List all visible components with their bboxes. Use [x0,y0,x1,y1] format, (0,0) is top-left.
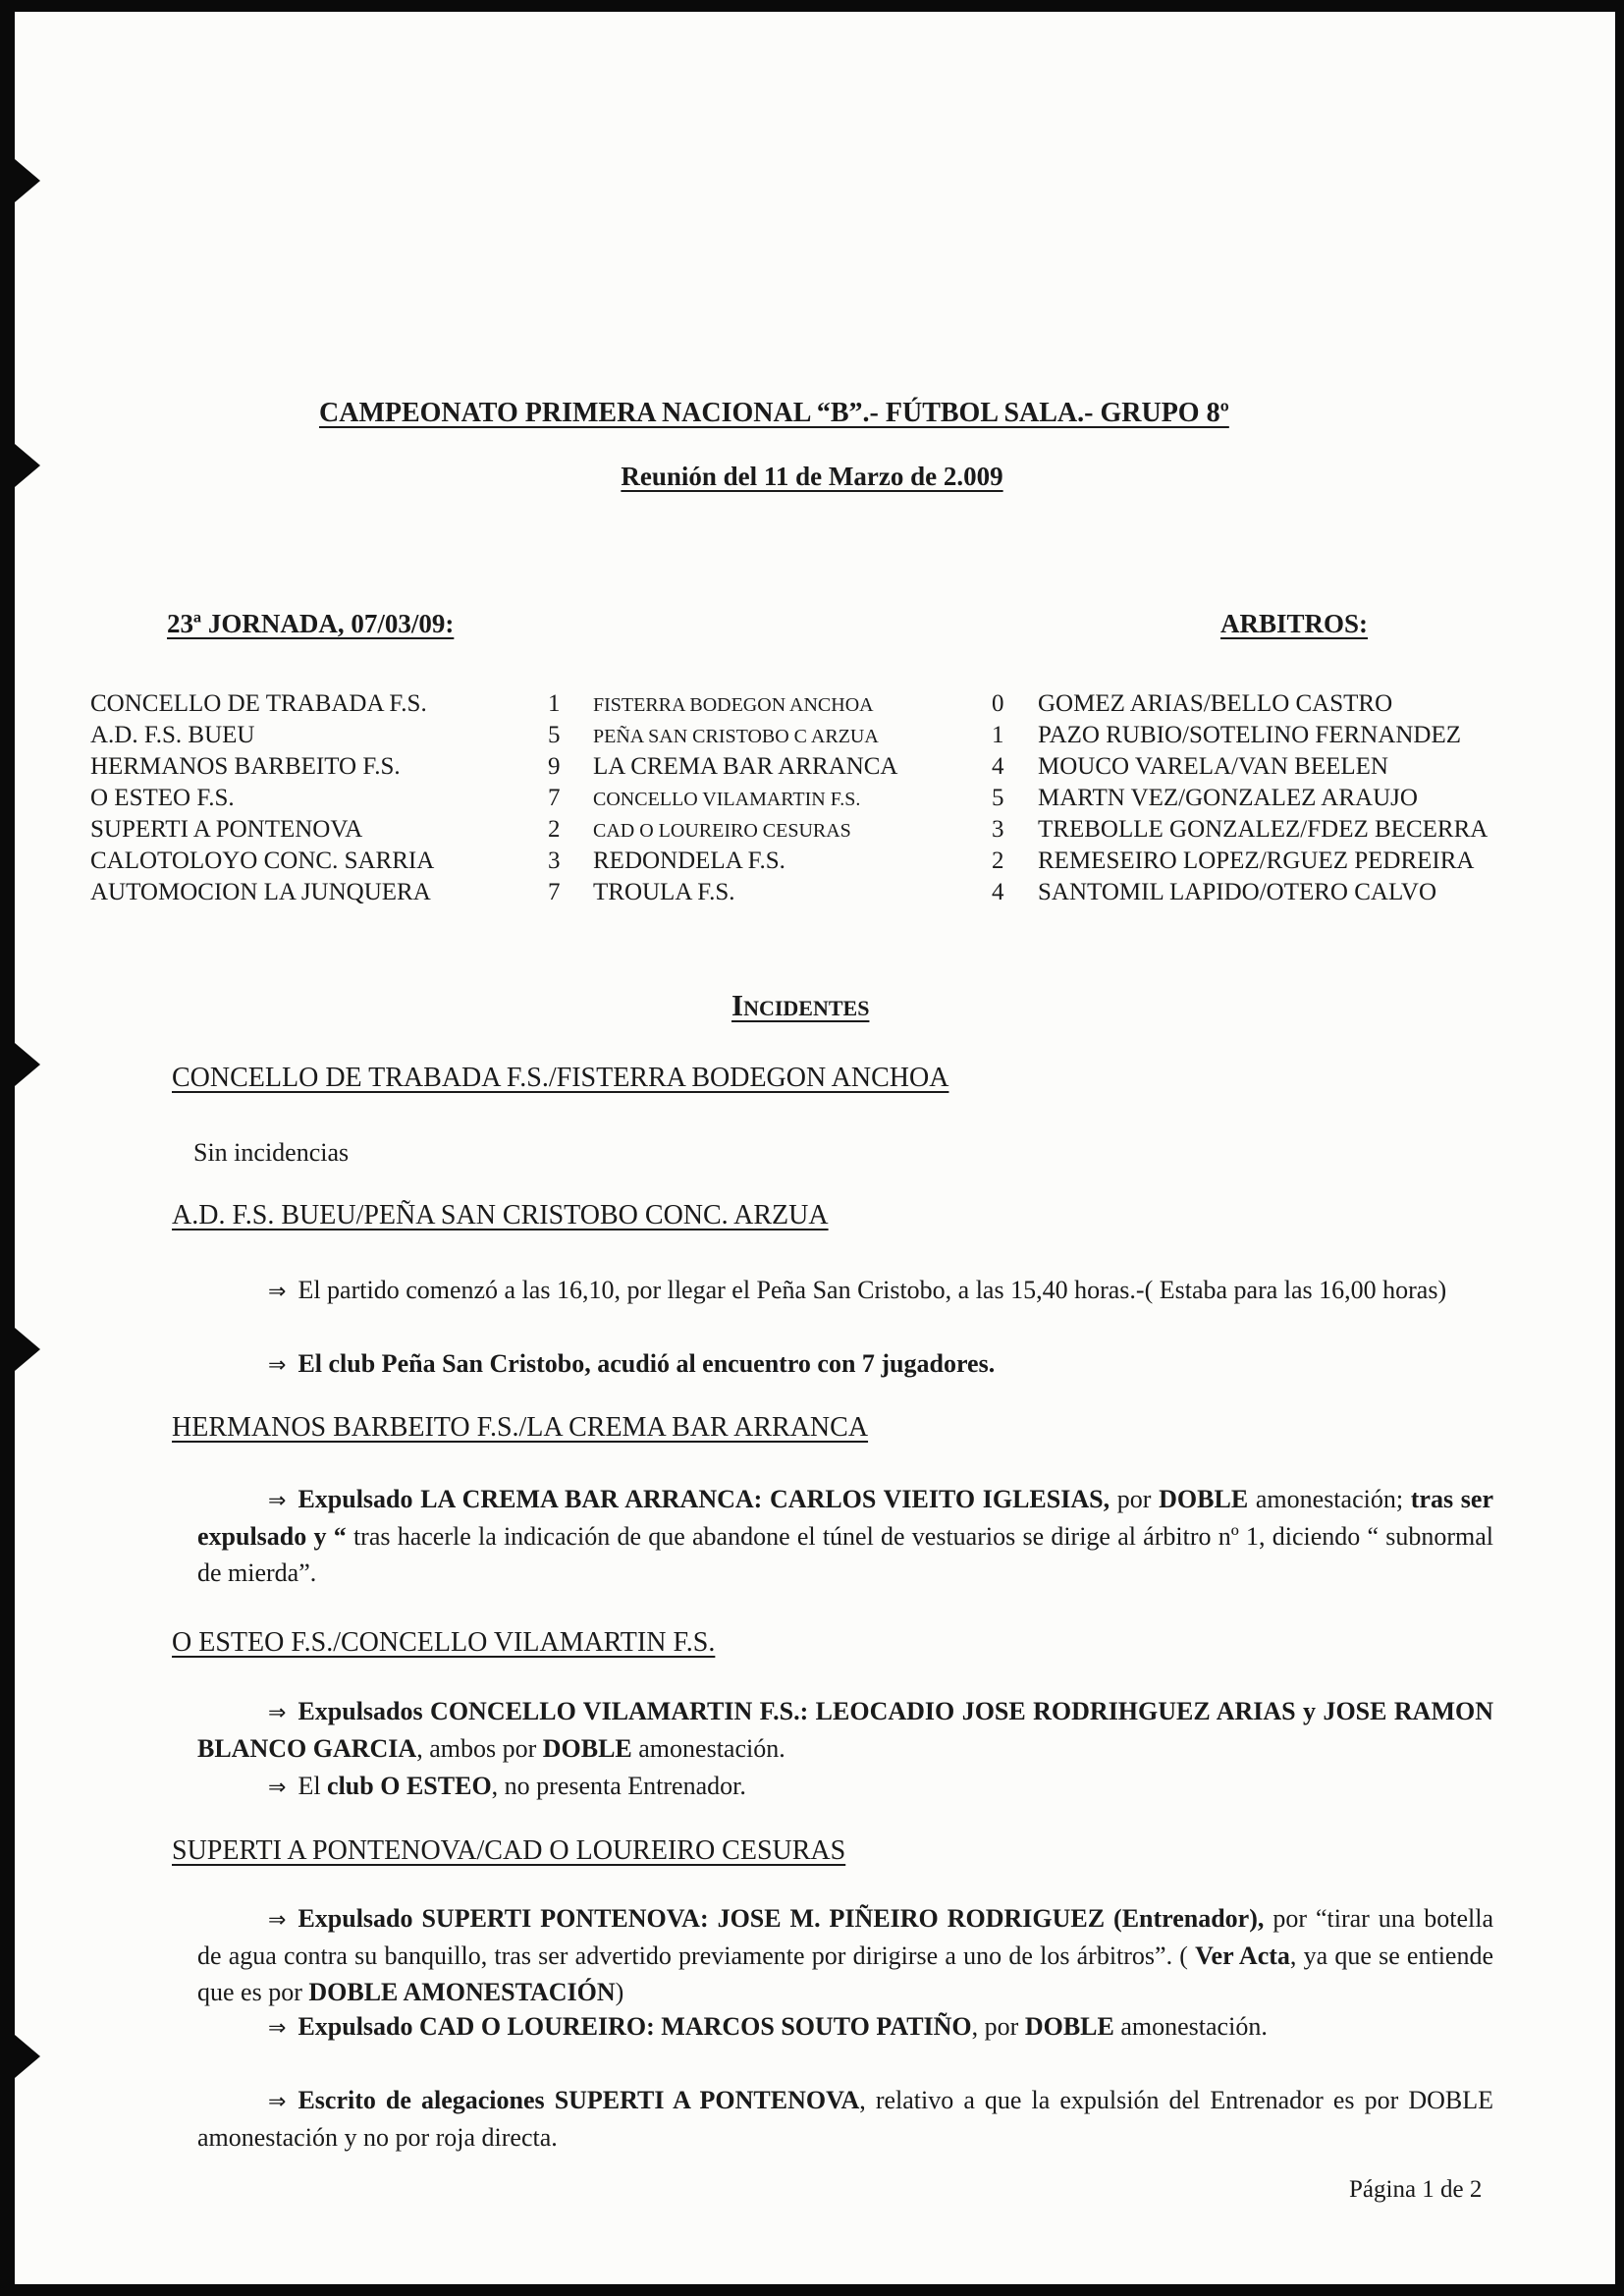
home-team: A.D. F.S. BUEU [90,722,255,748]
home-team: HERMANOS BARBEITO F.S. [90,753,401,780]
incident-heading: HERMANOS BARBEITO F.S./LA CREMA BAR ARRANCA [172,1412,869,1443]
arrow-icon: ⇒ [268,1279,287,1303]
bold-text: DOBLE [542,1734,632,1763]
away-team: TROULA F.S. [593,879,735,905]
referees: MARTN VEZ/GONZALEZ ARAUJO [1038,785,1418,811]
text: amonestación; [1248,1485,1411,1513]
away-score: 0 [992,690,1004,717]
arrow-icon: ⇒ [268,1700,287,1724]
home-team: O ESTEO F.S. [90,785,235,811]
incident-paragraph [197,1900,1493,2010]
bold-text: El club Peña San Cristobo, acudió al encuentro con 7 jugadores. [298,1349,996,1378]
arrow-icon: ⇒ [268,2015,287,2040]
away-score: 4 [992,879,1004,905]
home-score: 3 [548,847,561,874]
page-number: Página 1 de 2 [1349,2176,1483,2203]
away-score: 3 [992,816,1004,843]
incident-heading: A.D. F.S. BUEU/PEÑA SAN CRISTOBO CONC. ARZUA [172,1200,829,1230]
incident-paragraph [197,2082,1493,2156]
meeting-date: Reunión del 11 de Marzo de 2.009 [621,462,1003,491]
home-team: AUTOMOCION LA JUNQUERA [90,879,431,905]
referees: PAZO RUBIO/SOTELINO FERNANDEZ [1038,722,1462,748]
away-score: 2 [992,847,1004,874]
away-team: REDONDELA F.S. [593,847,785,874]
bold-text: tras ser expulsado y “ [197,1485,1493,1551]
incident-paragraph [197,1345,1493,1383]
torn-edge [15,1043,40,1086]
arrow-icon: ⇒ [268,1907,287,1932]
text: , por [971,2012,1025,2041]
text: , no presenta Entrenador. [491,1772,746,1800]
away-team: PEÑA SAN CRISTOBO C ARZUA [593,726,879,747]
bold-text: Expulsado SUPERTI PONTENOVA: JOSE M. PIÑEIRO RODRIGUEZ (Entrenador), [298,1904,1265,1933]
text: por [1110,1485,1160,1513]
arrow-icon: ⇒ [268,1488,287,1512]
bold-text: DOBLE AMONESTACIÓN [308,1978,616,2006]
incident-paragraph [197,1768,1493,1805]
bold-text: DOBLE [1024,2012,1114,2041]
incident-paragraph [197,1272,1493,1309]
bold-text: DOBLE [1159,1485,1249,1513]
home-score: 7 [548,785,561,811]
torn-edge [15,159,40,202]
text: , relativo a que la expulsión del Entrenador es por DOBLE amonestación y no por roja directa. [197,2086,1493,2152]
arrow-icon: ⇒ [268,1775,287,1799]
arrow-icon: ⇒ [268,1352,287,1377]
incident-heading: SUPERTI A PONTENOVA/CAD O LOUREIRO CESURAS [172,1835,846,1866]
referees: GOMEZ ARIAS/BELLO CASTRO [1038,690,1393,717]
text: Sin incidencias [193,1138,350,1167]
text: amonestación. [631,1734,785,1763]
incident-paragraph [197,1693,1493,1767]
away-score: 1 [992,722,1004,748]
home-score: 2 [548,816,561,843]
bold-text: Expulsado LA CREMA BAR ARRANCA: CARLOS VIEITO IGLESIAS, [298,1485,1110,1513]
referees: MOUCO VARELA/VAN BEELEN [1038,753,1388,780]
text: El [298,1772,328,1800]
home-score: 9 [548,753,561,780]
away-score: 5 [992,785,1004,811]
home-team: CONCELLO DE TRABADA F.S. [90,690,427,717]
home-score: 1 [548,690,561,717]
away-team: CONCELLO VILAMARTIN F.S. [593,789,861,810]
incident-heading: CONCELLO DE TRABADA F.S./FISTERRA BODEGON ANCHOA [172,1063,949,1093]
document-title: CAMPEONATO PRIMERA NACIONAL “B”.- FÚTBOL SALA.- GRUPO 8º [319,398,1229,428]
bold-text: Expulsados CONCELLO VILAMARTIN F.S.: LEOCADIO JOSE RODRIHGUEZ ARIAS y JOSE RAMON BLANCO GARCIA [197,1697,1493,1763]
incident-paragraph [197,1481,1493,1591]
bold-text: Escrito de alegaciones SUPERTI A PONTENOVA [298,2086,860,2114]
bold-text: Expulsado CAD O LOUREIRO: MARCOS SOUTO PATIÑO [298,2012,972,2041]
text: ) [615,1978,624,2006]
referees: SANTOMIL LAPIDO/OTERO CALVO [1038,879,1437,905]
away-team: FISTERRA BODEGON ANCHOA [593,694,874,716]
text: , ambos por [416,1734,543,1763]
torn-edge [15,1328,40,1371]
text: amonestación. [1113,2012,1268,2041]
home-score: 7 [548,879,561,905]
torn-edge [15,2035,40,2078]
text: por “tirar una botella de agua contra su banquillo, tras ser advertido previamente por dirigirse a uno de los árbitros”. ( [197,1904,1493,1970]
away-team: CAD O LOUREIRO CESURAS [593,820,851,842]
incident-paragraph [197,2008,1493,2046]
bold-text: club O ESTEO [327,1772,492,1800]
away-team: LA CREMA BAR ARRANCA [593,753,898,780]
incident-heading: O ESTEO F.S./CONCELLO VILAMARTIN F.S. [172,1627,716,1658]
bold-text: Ver Acta [1195,1941,1290,1970]
home-score: 5 [548,722,561,748]
incidents-title: Incidentes [731,988,870,1022]
referees: REMESEIRO LOPEZ/RGUEZ PEDREIRA [1038,847,1475,874]
home-team: CALOTOLOYO CONC. SARRIA [90,847,435,874]
text: El partido comenzó a las 16,10, por llegar el Peña San Cristobo, a las 15,40 horas.-( Estaba para las 16,00 horas) [298,1276,1447,1304]
incident-paragraph [193,1134,1489,1171]
referees-heading: ARBITROS: [1220,609,1369,638]
away-score: 4 [992,753,1004,780]
text: tras hacerle la indicación de que abandone el túnel de vestuarios se dirige al árbitro nº 1, diciendo “ subnormal de mierda”. [197,1522,1493,1587]
arrow-icon: ⇒ [268,2089,287,2113]
home-team: SUPERTI A PONTENOVA [90,816,363,843]
text: , ya que se entiende que es por [197,1941,1494,2006]
jornada-heading: 23ª JORNADA, 07/03/09: [167,609,455,638]
referees: TREBOLLE GONZALEZ/FDEZ BECERRA [1038,816,1489,843]
